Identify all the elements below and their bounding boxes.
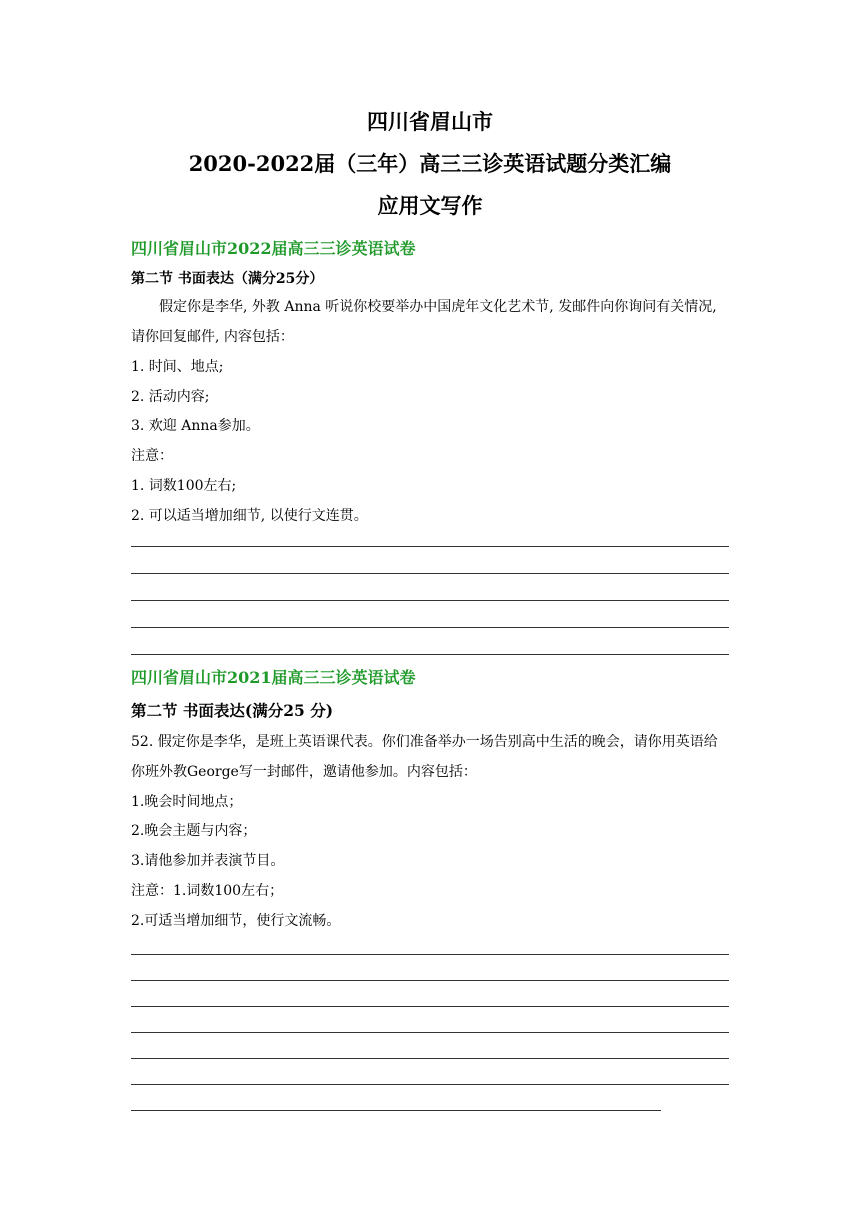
section2-prompt: 52. 假定你是李华，是班上英语课代表。你们准备举办一场告别高中生活的晚会，请你用英语给你班外教George写一封邮件，邀请他参加。内容包括： [131, 734, 718, 780]
answer-line [131, 1110, 661, 1111]
section2-note-1: 注意：1.词数100左右； [131, 883, 284, 899]
answer-line [131, 1084, 729, 1085]
answer-line [131, 546, 729, 547]
answer-line [131, 573, 729, 574]
section2-item-2: 2.晚会主题与内容； [131, 823, 257, 839]
section1-note-label: 注意： [131, 448, 173, 464]
section1-item-1: 1. 时间、地点; [131, 359, 224, 375]
section1-item-2: 2. 活动内容; [131, 389, 210, 405]
answer-line [131, 627, 729, 628]
doc-title-collection: 2020-2022届（三年）高三三诊英语试题分类汇编 [188, 151, 672, 176]
doc-title-region: 四川省眉山市 [367, 109, 493, 134]
section1-item-3: 3. 欢迎 Anna参加。 [131, 418, 260, 434]
section2-subheading: 第二节 书面表达(满分25 分) [131, 701, 334, 720]
section1-subheading: 第二节 书面表达（满分25分） [131, 271, 324, 287]
section2-note-2: 2.可适当增加细节，使行文流畅。 [131, 913, 341, 929]
section2-item-3: 3.请他参加并表演节目。 [131, 853, 285, 869]
section1-heading: 四川省眉山市2022届高三三诊英语试卷 [131, 239, 416, 258]
answer-line [131, 980, 729, 981]
answer-line [131, 1006, 729, 1007]
section1-note-1: 1. 词数100左右; [131, 478, 237, 494]
doc-title-topic: 应用文写作 [377, 193, 483, 218]
section2-heading: 四川省眉山市2021届高三三诊英语试卷 [131, 668, 416, 687]
section1-prompt: 假定你是李华, 外教 Anna 听说你校要举办中国虎年文化艺术节, 发邮件向你询问有关情况, 请你回复邮件, 内容包括： [131, 299, 717, 345]
answer-line [131, 1058, 729, 1059]
answer-line [131, 1032, 729, 1033]
answer-line [131, 600, 729, 601]
section2-item-1: 1.晚会时间地点； [131, 794, 243, 810]
section1-note-2: 2. 可以适当增加细节, 以使行文连贯。 [131, 508, 368, 524]
answer-line [131, 954, 729, 955]
answer-line [131, 654, 729, 655]
